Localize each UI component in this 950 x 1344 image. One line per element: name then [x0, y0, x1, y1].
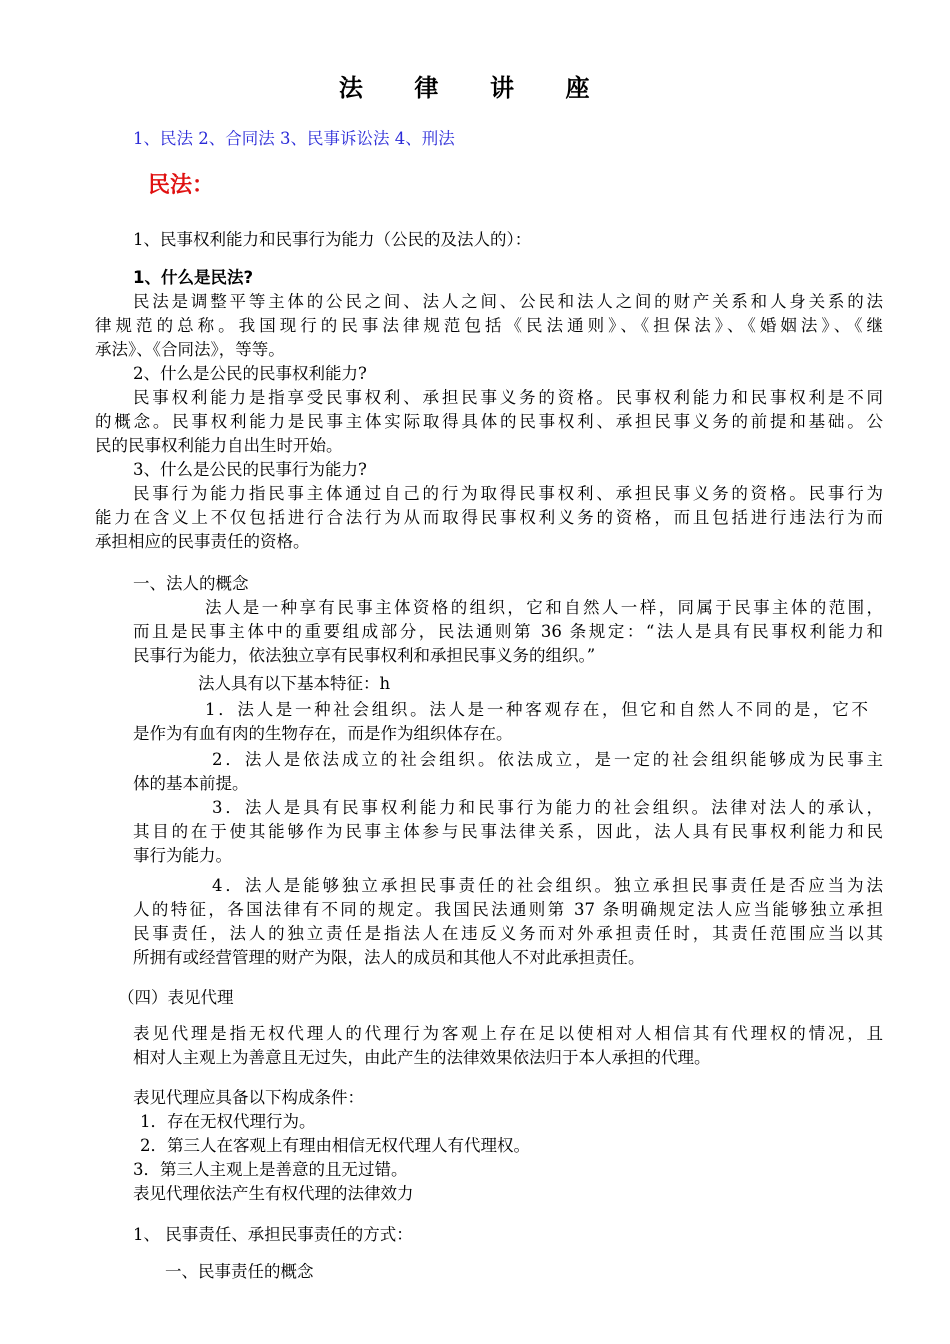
paragraph-line: 而且是民事主体中的重要组成部分，民法通则第 36 条规定：“法人是具有民事权利能力和: [133, 622, 883, 641]
paragraph-line: 表见代理是指无权代理人的代理行为客观上存在足以使相对人相信其有代理权的情况，且: [133, 1024, 883, 1043]
paragraph-line: 体的基本前提。: [133, 774, 249, 793]
list-item: 4．法人是能够独立承担民事责任的社会组织。独立承担民事责任是否应当为法: [212, 876, 883, 895]
paragraph-line: 民法是调整平等主体的公民之间、法人之间、公民和法人之间的财产关系和人身关系的法: [133, 292, 883, 311]
paragraph-line: 承法》、《合同法》，等等。: [95, 340, 285, 359]
section-heading: 民法：: [148, 173, 215, 198]
list-item: 1．存在无权代理行为。: [140, 1112, 316, 1131]
subsection-heading: 1、 民事责任、承担民事责任的方式：: [133, 1225, 413, 1244]
paragraph-line: 法人是一种享有民事主体资格的组织，它和自然人一样，同属于民事主体的范围，: [205, 598, 883, 617]
question-line: 2、什么是公民的民事权利能力?: [133, 364, 367, 383]
paragraph-line: 的概念。民事权利能力是民事主体实际取得具体的民事权利、承担民事义务的前提和基础。公: [95, 412, 883, 431]
paragraph-line: 能力在含义上不仅包括进行合法行为从而取得民事权利义务的资格，而且包括进行违法行为而: [95, 508, 883, 527]
paragraph-line: 相对人主观上为善意且无过失，由此产生的法律效果依法归于本人承担的代理。: [133, 1048, 711, 1067]
paragraph-line: 人的特征，各国法律有不同的规定。我国民法通则第 37 条明确规定法人应当能够独立承担: [133, 900, 883, 919]
page-title: 法 律 讲 座: [338, 74, 612, 102]
list-item: 3．法人是具有民事权利能力和民事行为能力的社会组织。法律对法人的承认，: [212, 798, 883, 817]
paragraph-line: 是作为有血有肉的生物存在，而是作为组织体存在。: [133, 724, 513, 743]
subsection-heading: （四）表见代理: [118, 988, 234, 1007]
list-item: 3．第三人主观上是善意的且无过错。: [133, 1160, 408, 1179]
paragraph-line: 法人具有以下基本特征：h: [198, 674, 391, 693]
paragraph-line: 民事责任，法人的独立责任是指法人在违反义务而对外承担责任时，其责任范围应当以其: [133, 924, 883, 943]
paragraph-line: 事行为能力。: [133, 846, 232, 865]
paragraph-line: 民事行为能力指民事主体通过自己的行为取得民事权利、承担民事义务的资格。民事行为: [133, 484, 883, 503]
list-item: 2．第三人在客观上有理由相信无权代理人有代理权。: [140, 1136, 530, 1155]
subsection-heading: 一、法人的概念: [133, 574, 249, 593]
subsection-heading: 一、民事责任的概念: [165, 1262, 314, 1281]
question-heading: 1、什么是民法?: [133, 268, 254, 287]
paragraph-line: 表见代理应具备以下构成条件：: [133, 1088, 364, 1107]
paragraph-line: 所拥有或经营管理的财产为限，法人的成员和其他人不对此承担责任。: [133, 948, 645, 967]
paragraph-line: 1、民事权利能力和民事行为能力（公民的及法人的）：: [133, 230, 532, 249]
paragraph-line: 律规范的总称。我国现行的民事法律规范包括《民法通则》、《担保法》、《婚姻法》、《继: [95, 316, 883, 335]
list-item: 2．法人是依法成立的社会组织。依法成立，是一定的社会组织能够成为民事主: [212, 750, 883, 769]
paragraph-line: 民事权利能力是指享受民事权利、承担民事义务的资格。民事权利能力和民事权利是不同: [133, 388, 883, 407]
paragraph-line: 民事行为能力，依法独立享有民事权利和承担民事义务的组织。”: [133, 646, 596, 665]
toc-line: 1、民法 2、合同法 3、民事诉讼法 4、刑法: [133, 129, 455, 148]
list-item: 1．法人是一种社会组织。法人是一种客观存在，但它和自然人不同的是，它不: [205, 700, 868, 719]
question-line: 3、什么是公民的民事行为能力?: [133, 460, 367, 479]
paragraph-line: 民的民事权利能力自出生时开始。: [95, 436, 343, 455]
paragraph-line: 表见代理依法产生有权代理的法律效力: [133, 1184, 414, 1203]
paragraph-line: 其目的在于使其能够作为民事主体参与民事法律关系，因此，法人具有民事权利能力和民: [133, 822, 883, 841]
paragraph-line: 承担相应的民事责任的资格。: [95, 532, 310, 551]
